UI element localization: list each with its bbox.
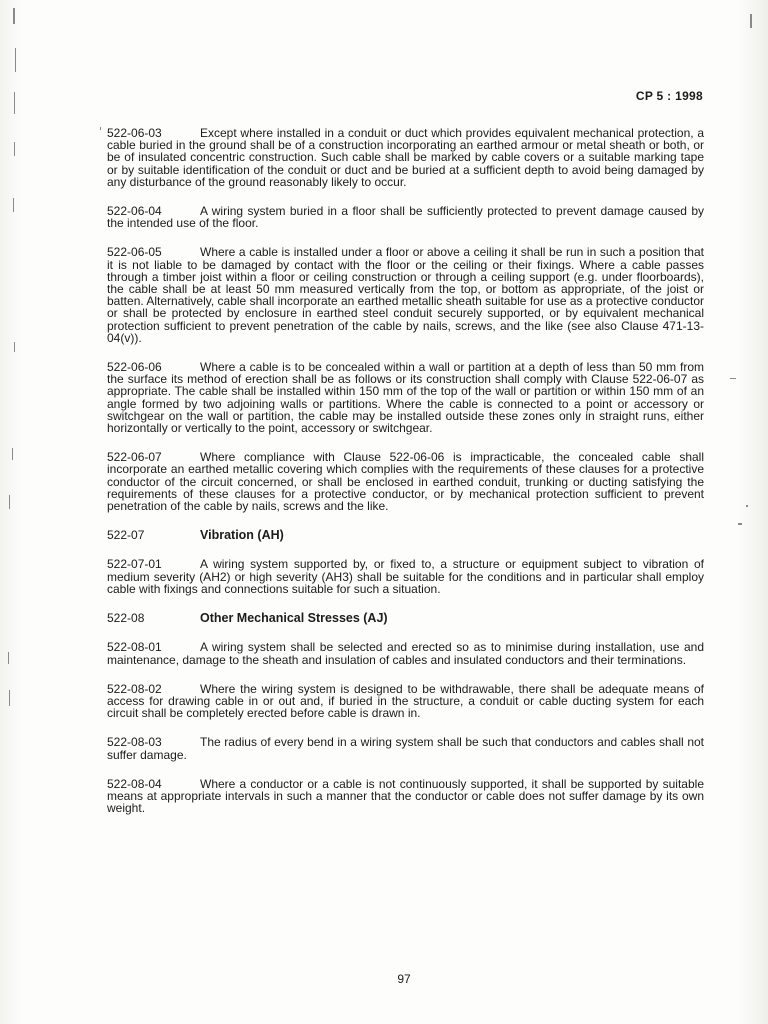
scan-mark: [750, 14, 752, 28]
section-title: Vibration (AH): [200, 528, 284, 543]
section-title: Other Mechanical Stresses (AJ): [200, 611, 388, 626]
section-heading: [107, 612, 704, 624]
clause-number: 522-06-07: [107, 450, 162, 465]
clause-number: 522-06-06: [107, 360, 162, 375]
clause-number: 522-07-01: [107, 557, 162, 572]
clause-text: Where a cable is to be concealed within a wall or partition at a depth of less than 50 mm from the surface its method of erection shall be as follows or its construction shall comply with Clause 522-06-07 as appropriate. The cable shall be installed within 150 mm of the top of the wall or partition or within 150 mm of an angle formed by two adjoining walls or partitions. Where the cable is connected to a point or accessory or switchgear on the wall or partition, the cable may be installed outside these zones only in straight runs, either horizontally or vertically to the point, accessory or switchgear.: [107, 360, 704, 436]
clause-number: 522-08-04: [107, 776, 162, 791]
page-left-edge: [0, 0, 22, 1024]
clause-text: Except where installed in a conduit or duct which provides equivalent mechanical protection, a cable buried in the ground shall be of a construction incorporating an earthed armour or metal sheath or both, or be of insulated concentric construction. Such cable shall be marked by cable covers or a suitable marking tape or by suitable identification of the conduit or duct and be buried at a sufficient depth to avoid being damaged by any disturbance of the ground reasonably likely to occur.: [107, 126, 704, 189]
page-number: 97: [397, 972, 411, 986]
document-body: [107, 127, 704, 831]
scan-mark: [730, 378, 736, 379]
scan-mark: [12, 448, 13, 460]
clause: [107, 205, 704, 229]
section-number: 522-08: [107, 611, 145, 626]
clause: [107, 127, 704, 188]
clause: [107, 683, 704, 720]
clause: [107, 558, 704, 595]
clause-number: 522-06-05: [107, 245, 162, 260]
clause-text: The radius of every bend in a wiring system shall be such that conductors and cables shall not suffer damage.: [107, 735, 704, 762]
scan-mark: [13, 198, 14, 212]
scan-mark: [14, 342, 15, 352]
clause: [107, 246, 704, 344]
clause: [107, 361, 704, 434]
scan-mark: [13, 8, 15, 24]
scan-mark: [738, 523, 742, 525]
clause-text: Where a conductor or a cable is not continuously supported, it shall be supported by suitable means at appropriate intervals in such a manner that the conductor or cable does not suffer damage by its own weight.: [107, 776, 704, 816]
scan-mark: [746, 505, 748, 507]
section-heading: [107, 529, 704, 541]
scan-mark: [15, 48, 16, 72]
clause-text: A wiring system buried in a floor shall be sufficiently protected to prevent damage caused by the intended use of the floor.: [107, 204, 704, 231]
scan-mark: [100, 127, 101, 130]
clause: [107, 451, 704, 512]
clause-number: 522-08-01: [107, 640, 162, 655]
clause: [107, 736, 704, 760]
clause-number: 522-06-03: [107, 126, 162, 140]
scan-mark: [14, 142, 15, 156]
scan-mark: [9, 495, 10, 509]
clause-text: A wiring system shall be selected and erected so as to minimise during installation, use and maintenance, damage to the sheath and insulation of cables and insulated conductors and their terminations.: [107, 640, 704, 667]
clause: [107, 778, 704, 815]
clause-text: Where the wiring system is designed to be withdrawable, there shall be adequate means of access for drawing cable in or out and, if buried in the structure, a conduit or cable ducting system for each circuit shall be completely erected before cable is drawn in.: [107, 681, 704, 721]
clause-text: Where a cable is installed under a floor or above a ceiling it shall be run in such a position that it is not liable to be damaged by contact with the floor or the ceiling or their fixings. Where a cable passes through a timber joist within a floor or ceiling construction or through a ceiling support (e.g. under floorboards), the cable shall be at least 50 mm measured vertically from the top, or bottom as appropriate, of the joist or batten. Alternatively, cable shall incorporate an earthed metallic sheath suitable for use as a protective conductor or shall be protected by enclosure in earthed steel conduit securely supported, or by equivalent mechanical protection sufficient to prevent penetration of the cable by nails, screws, and the like (see also Clause 471-13-04(v)).: [107, 245, 704, 345]
page-right-edge: [738, 0, 768, 1024]
document-reference: CP 5 : 1998: [635, 89, 703, 103]
clause-text: A wiring system supported by, or fixed to, a structure or equipment subject to vibration of medium severity (AH2) or high severity (AH3) shall be suitable for the conditions and in particular shall employ cable with fixings and connections suitable for such a situation.: [107, 557, 704, 596]
clause-number: 522-06-04: [107, 204, 162, 219]
clause-text: Where compliance with Clause 522-06-06 is impracticable, the concealed cable shall incorporate an earthed metallic covering which complies with the requirements of these clauses for a protective conductor of the circuit concerned, or shall be enclosed in earthed conduit, trunking or ducting satisfying the requirements of these clauses for a protective conductor, or by mechanical protection sufficient to prevent penetration of the cable by nails, screws and the like.: [107, 450, 704, 514]
scan-mark: [9, 690, 10, 706]
clause-number: 522-08-03: [107, 735, 162, 750]
scan-mark: [14, 92, 15, 114]
section-number: 522-07: [107, 528, 145, 543]
clause: [107, 641, 704, 665]
scan-mark: [8, 652, 9, 664]
clause-number: 522-08-02: [107, 681, 162, 696]
